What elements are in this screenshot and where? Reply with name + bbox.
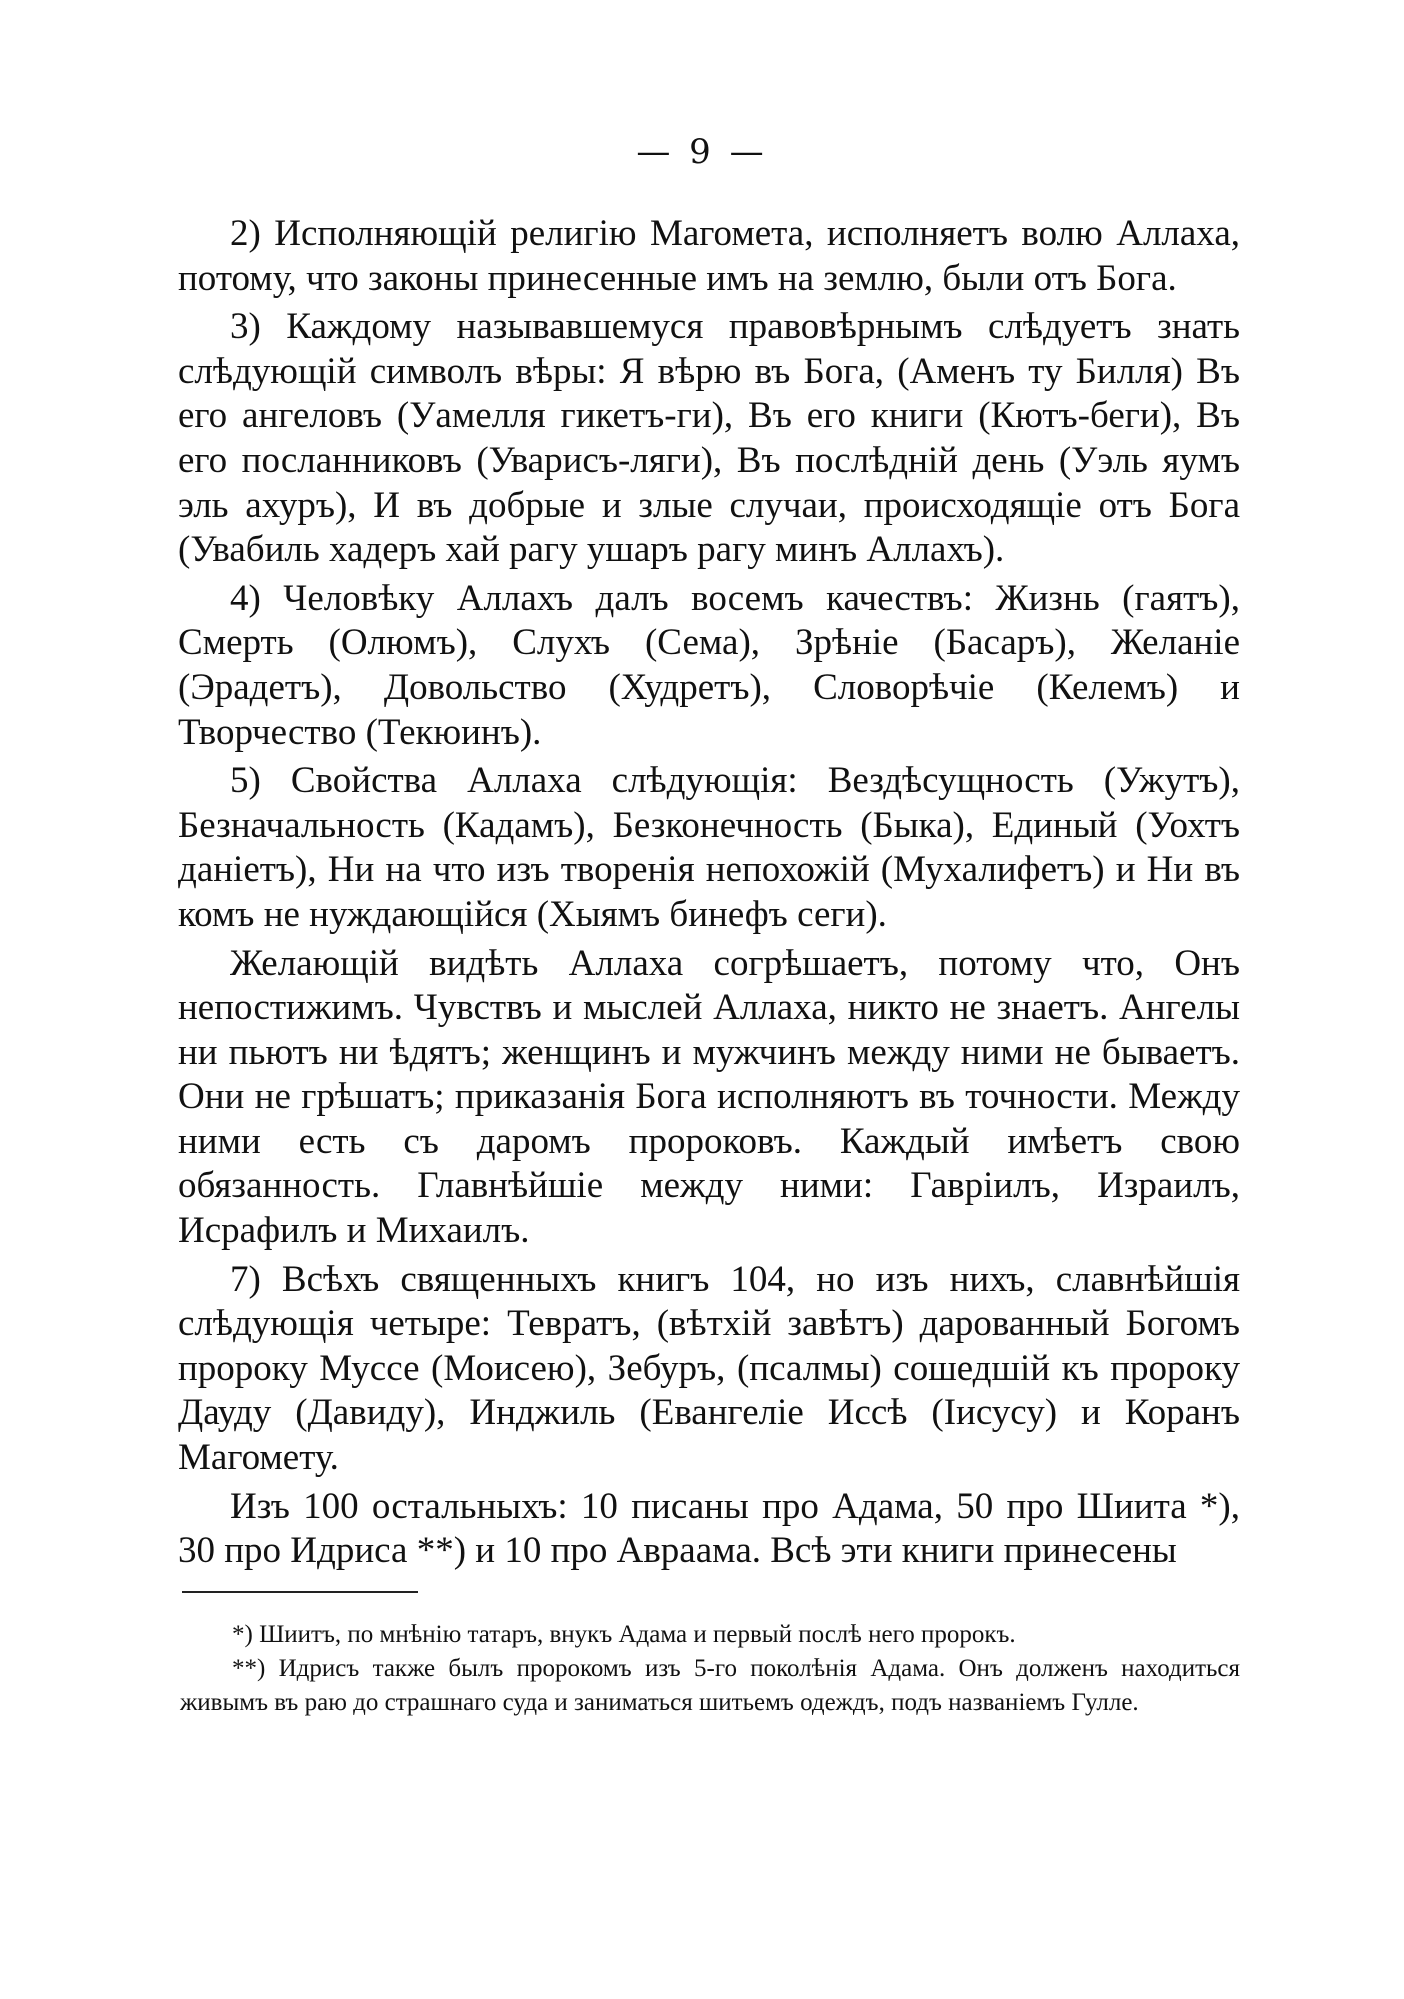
paragraph-4: 4) Человѣку Аллахъ далъ восемъ качествъ: Жизнь (гаятъ), Смерть (Олюмъ), Слухъ (Сема), Зрѣніе (Басаръ), Желаніе (Эрадетъ), Довольство (Худретъ), Словорѣчіе (Келемъ) и Творчество (Текюинъ).	[178, 577, 1240, 753]
paragraph-2: 2) Исполняющій религію Магомета, исполняетъ волю Аллаха, потому, что законы принесенные имъ на землю, были отъ Бога.	[178, 213, 1240, 299]
paragraph-8: Изъ 100 остальныхъ: 10 писаны про Адама, 50 про Шиита *), 30 про Идриса **) и 10 про Авраама. Всѣ эти книги принесены	[178, 1485, 1240, 1572]
footnotes	[180, 1618, 1240, 1720]
main-text	[178, 212, 1240, 1578]
paragraph-6: Желающій видѣть Аллаха согрѣшаетъ, потому что, Онъ непостижимъ. Чувствъ и мыслей Аллаха, никто не знаетъ. Ангелы ни пьютъ ни ѣдятъ; женщинъ и мужчинъ между ними не бываетъ. Они не грѣшатъ; приказанія Бога исполняютъ въ точности. Между ними есть съ даромъ пророковъ. Каждый имѣетъ свою обязанность. Главнѣйшіе между ними: Гавріилъ, Израилъ, Исрафилъ и Михаилъ.	[178, 942, 1240, 1252]
paragraph-5: 5) Свойства Аллаха слѣдующія: Вездѣсущность (Ужутъ), Безначальность (Кадамъ), Безконечность (Быка), Единый (Уохтъ даніетъ), Ни на что изъ творенія непохожій (Мухалифетъ) и Ни въ комъ не нуждающійся (Хыямъ бинефъ сеги).	[178, 760, 1240, 935]
paragraph-3: 3) Каждому называвшемуся правовѣрнымъ слѣдуетъ знать слѣдующій символъ вѣры: Я вѣрю въ Бога, (Аменъ ту Билля) Въ его ангеловъ (Уамелля гикетъ-ги), Въ его книги (Кютъ-беги), Въ его посланниковъ (Уварисъ-ляги), Въ послѣдній день (Уэль яумъ эль ахуръ), И въ добрые и злые случаи, происходящіе отъ Бога (Увабиль хадеръ хай рагу ушаръ рагу минъ Аллахъ).	[178, 306, 1240, 571]
footnote-1: *) Шиитъ, по мнѣнію татаръ, внукъ Адама и первый послѣ него пророкъ.	[232, 1621, 1016, 1648]
footnote-divider	[182, 1591, 418, 1593]
footnote-2: **) Идрисъ также былъ пророкомъ изъ 5-го поколѣнія Адама. Онъ долженъ находиться живымъ въ раю до страшнаго суда и заниматься шитьемъ одеждъ, подъ названіемъ Гулле.	[180, 1655, 1240, 1716]
page-number: — 9 —	[636, 132, 768, 172]
paragraph-7: 7) Всѣхъ священныхъ книгъ 104, но изъ нихъ, славнѣйшія слѣдующія четыре: Тевратъ, (вѣтхій завѣтъ) дарованный Богомъ пророку Муссе (Моисею), Зебуръ, (псалмы) сошедшій къ пророку Дауду (Давиду), Инджиль (Евангеліе Иссѣ (Іисусу) и Коранъ Магомету.	[178, 1258, 1240, 1479]
